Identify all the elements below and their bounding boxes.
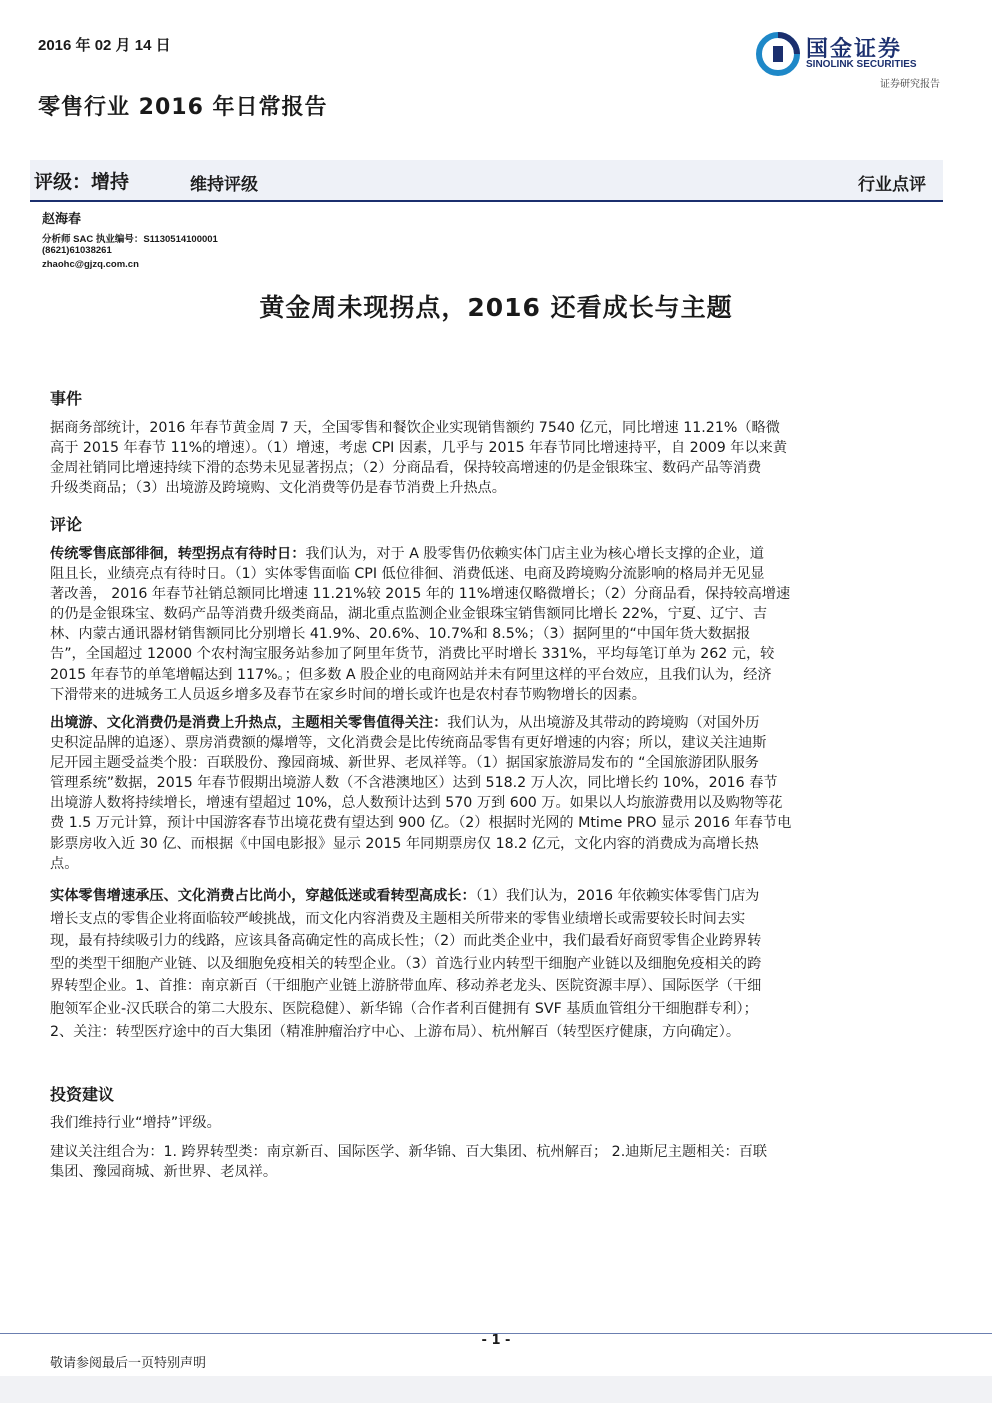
invest-paragraph-1: 我们维持行业“增持”评级。: [50, 1115, 221, 1131]
paragraph-line: 型的类型干细胞产业链、以及细胞免疫相关的转型企业。（3）首选行业内转型干细胞产业链以及细胞免疫相关的跨: [50, 955, 762, 972]
section-title-event: 事件: [50, 389, 83, 408]
invest-paragraph-2: [50, 1142, 934, 1182]
paragraph-line: 著改善， 2016 年春节社销总额同比增速 11.21%较 2015 年的 11%增速仅略微增长；（2）分商品看，保持较高增速: [50, 586, 791, 603]
event-line: 高于 2015 年春节 11%的增速）。（1）增速，考虑 CPI 因素，几乎与 2015 年春节同比增速持平，自 2009 年以来黄: [50, 440, 788, 457]
paragraph-line: 影票房收入近 30 亿、而根据《中国电影报》显示 2015 年同期票房仅 18.2 亿元，文化内容的消费成为高增长热: [50, 835, 759, 852]
comment-paragraph-1: [50, 544, 934, 705]
report-type: 行业点评: [858, 175, 926, 195]
section-title-comment: 评论: [50, 515, 83, 534]
footer-band: [0, 1376, 992, 1403]
brand-subtitle: 证券研究报告: [880, 79, 940, 90]
paragraph-line: 建议关注组合为：1. 跨界转型类：南京新百、国际医学、新华锦、百大集团、杭州解百； 2.迪斯尼主题相关：百联: [50, 1144, 768, 1160]
paragraph-lead: 出境游、文化消费仍是消费上升热点，主题相关零售值得关注：: [50, 715, 448, 731]
rating-note: 维持评级: [190, 175, 258, 195]
disclaimer-note: 敬请参阅最后一页特别声明: [50, 1356, 207, 1371]
comment-paragraph-2: [50, 713, 934, 874]
paragraph-line: 出境游人数将持续增长，增速有望超过 10%，总人数预计达到 570 万到 600 万。如果以人均旅游费用以及购物等花: [50, 795, 783, 812]
brand-name-en: SINOLINK SECURITIES: [806, 59, 917, 70]
paragraph-line: 界转型企业。1、首推：南京新百（干细胞产业链上游脐带血库、移动养老龙头、医院资源丰厚）、国际医学（干细: [50, 978, 762, 995]
comment-paragraph-3: [50, 885, 934, 1043]
paragraph-line: （1）我们认为，2016 年依赖实体零售门店为: [475, 888, 760, 904]
paragraph-line: 阻且长，业绩亮点有待时日。（1）实体零售面临 CPI 低位徘徊、消费低迷、电商及跨境购分流影响的格局并无见显: [50, 566, 765, 583]
event-line: 升级类商品；（3）出境游及跨境购、文化消费等仍是春节消费上升热点。: [50, 480, 506, 497]
paragraph-line: 我们认为，对于 A 股零售仍依赖实体门店主业为核心增长支撑的企业，道: [305, 546, 764, 562]
brand-name-cn: 国金证券: [806, 37, 903, 62]
analyst-phone: (8621)61038261: [42, 245, 112, 256]
paragraph-line: 费 1.5 万元计算，预计中国游客春节出境花费有望达到 900 亿。（2）根据时光网的 Mtime PRO 显示 2016 年春节电: [50, 815, 792, 832]
rating-label: 评级：增持: [34, 171, 130, 193]
analyst-email[interactable]: zhaohc@gjzq.com.cn: [42, 259, 139, 270]
analyst-name: 赵海春: [42, 212, 82, 227]
paragraph-line: 告”，全国超过 12000 个农村淘宝服务站参加了阿里年货节，消费比平时增长 331%，平均每笔订单为 262 元，较: [50, 646, 775, 663]
paragraph-line: 管理系统”数据，2015 年春节假期出境游人数（不含港澳地区）达到 518.2 万人次，同比增长约 10%，2016 春节: [50, 775, 778, 792]
paragraph-line: 林、内蒙古通讯器材销售额同比分别增长 41.9%、20.6%、10.7%和 8.5%；（3）据阿里的“中国年货大数据报: [50, 626, 751, 643]
paragraph-line: 尼开园主题受益类个股：百联股份、豫园商城、新世界、老凤祥等。（1）据国家旅游局发布的 “全国旅游团队服务: [50, 755, 759, 772]
paragraph-line: 现，最有持续吸引力的线路，应该具备高确定性的高成长性；（2）而此类企业中，我们最看好商贸零售企业跨界转: [50, 933, 762, 950]
paragraph-line: 点。: [50, 855, 79, 872]
paragraph-line: 增长支点的零售企业将面临较严峻挑战，而文化内容消费及主题相关所带来的零售业绩增长或需要较长时间去实: [50, 910, 746, 927]
paragraph-line: 集团、豫园商城、新世界、老凤祥。: [50, 1164, 278, 1181]
paragraph-lead: 传统零售底部徘徊，转型拐点有待时日：: [50, 546, 306, 562]
paragraph-line: 下滑带来的进城务工人员返乡增多及春节在家乡时间的增长或许也是农村春节购物增长的因素。: [50, 686, 646, 703]
paragraph-line: 胞领军企业-汉氏联合的第二大股东、医院稳健）、新华锦（合作者利百健拥有 SVF 基质血管组分干细胞群专利）；: [50, 1000, 758, 1017]
paragraph-line: 的仍是金银珠宝、数码产品等消费升级类商品，湖北重点监测企业金银珠宝销售额同比增长 22%，宁夏、辽宁、吉: [50, 606, 768, 623]
event-paragraph: [50, 418, 934, 498]
paragraph-line: 2、关注：转型医疗途中的百大集团（精准肿瘤治疗中心、上游布局）、杭州解百（转型医疗健康，方向确定）。: [50, 1023, 741, 1040]
paragraph-line: 史积淀品牌的追逐）、票房消费额的爆增等，文化消费会是比传统商品零售有更好增速的内容；所以，建议关注迪斯: [50, 735, 767, 752]
event-line: 金周社销同比增速持续下滑的态势未见显著拐点；（2）分商品看，保持较高增速的仍是金银珠宝、数码产品等消费: [50, 460, 762, 477]
headline: 黄金周未现拐点，2016 还看成长与主题: [259, 293, 733, 322]
paragraph-lead: 实体零售增速承压、文化消费占比尚小，穿越低迷或看转型高成长：: [50, 888, 476, 904]
report-title: 零售行业 2016 年日常报告: [38, 95, 328, 120]
sinolink-logo-icon: [756, 32, 800, 76]
analyst-sac: 分析师 SAC 执业编号：S1130514100001: [42, 234, 218, 245]
brand-logo: [756, 28, 946, 90]
event-line: 据商务部统计，2016 年春节黄金周 7 天，全国零售和餐饮企业实现销售额约 7540 亿元，同比增速 11.21%（略微: [50, 420, 780, 436]
section-title-invest: 投资建议: [50, 1085, 115, 1104]
page-number: - 1 -: [481, 1333, 511, 1348]
report-date: 2016 年 02 月 14 日: [38, 37, 171, 54]
rating-bar: [30, 160, 943, 202]
paragraph-line: 我们认为，从出境游及其带动的跨境购（对国外历: [447, 715, 760, 731]
paragraph-line: 2015 年春节的单笔增幅达到 117%。；但多数 A 股企业的电商网站并未有阿里这样的平台效应，且我们认为，经济: [50, 666, 772, 683]
